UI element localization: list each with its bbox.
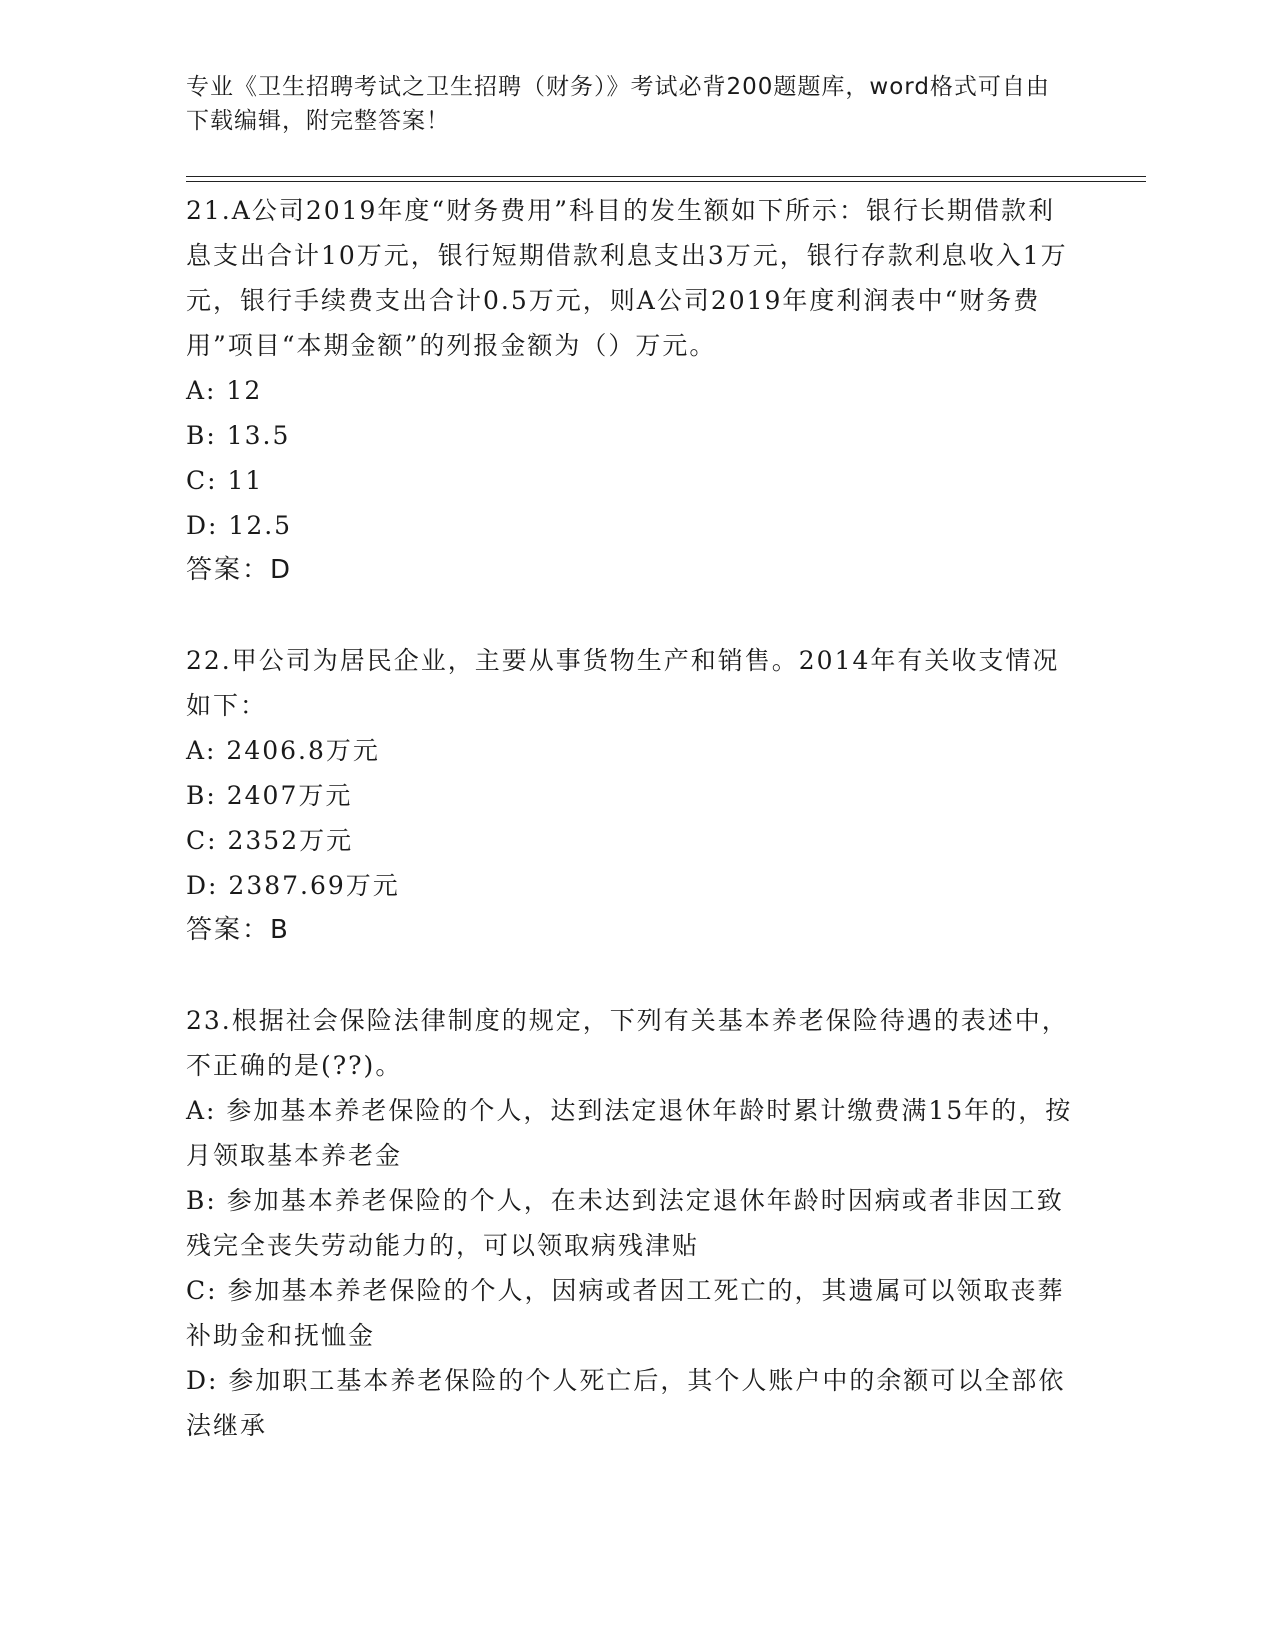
option-d: D: 12.5 <box>186 511 293 540</box>
answer: 答案：B <box>186 915 290 945</box>
header-divider-top <box>186 176 1146 177</box>
option-b: B: 2407万元 <box>186 781 353 810</box>
question-text: 21.A公司2019年度“财务费用”科目的发生额如下所示：银行长期借款利息支出合计10万元，银行短期借款利息支出3万元，银行存款利息收入1万元，银行手续费支出合计0.5万元，则A公司2019年度利润表中“财务费用”项目“本期金额”的列报金额为（）万元。 <box>186 196 1068 360</box>
question-text: 22.甲公司为居民企业，主要从事货物生产和销售。2014年有关收支情况如下： <box>186 646 1060 720</box>
option-c: C: 2352万元 <box>186 826 354 855</box>
option-b: B: 参加基本养老保险的个人，在未达到法定退休年龄时因病或者非因工致残完全丧失劳动能力的，可以领取病残津贴 <box>186 1186 1064 1260</box>
option-c: C: 参加基本养老保险的个人，因病或者因工死亡的，其遗属可以领取丧葬补助金和抚恤金 <box>186 1276 1065 1350</box>
page-header: 专业《卫生招聘考试之卫生招聘（财务）》考试必背200题题库，word格式可自由下载编辑，附完整答案！ <box>186 74 1050 134</box>
option-a: A: 参加基本养老保险的个人，达到法定退休年龄时累计缴费满15年的，按月领取基本养老金 <box>186 1096 1073 1170</box>
question-21 <box>186 188 1076 593</box>
option-b: B: 13.5 <box>186 421 291 450</box>
option-c: C: 11 <box>186 466 264 495</box>
option-d: D: 参加职工基本养老保险的个人死亡后，其个人账户中的余额可以全部依法继承 <box>186 1366 1066 1440</box>
question-text: 23.根据社会保险法律制度的规定，下列有关基本养老保险待遇的表述中，不正确的是(??)。 <box>186 1006 1069 1080</box>
option-d: D: 2387.69万元 <box>186 871 400 900</box>
option-a: A: 12 <box>186 376 263 405</box>
question-22 <box>186 638 1076 953</box>
option-a: A: 2406.8万元 <box>186 736 380 765</box>
question-23 <box>186 998 1076 1448</box>
question-list <box>186 188 1076 1448</box>
answer: 答案：D <box>186 555 293 585</box>
header-divider-bottom <box>186 181 1146 182</box>
